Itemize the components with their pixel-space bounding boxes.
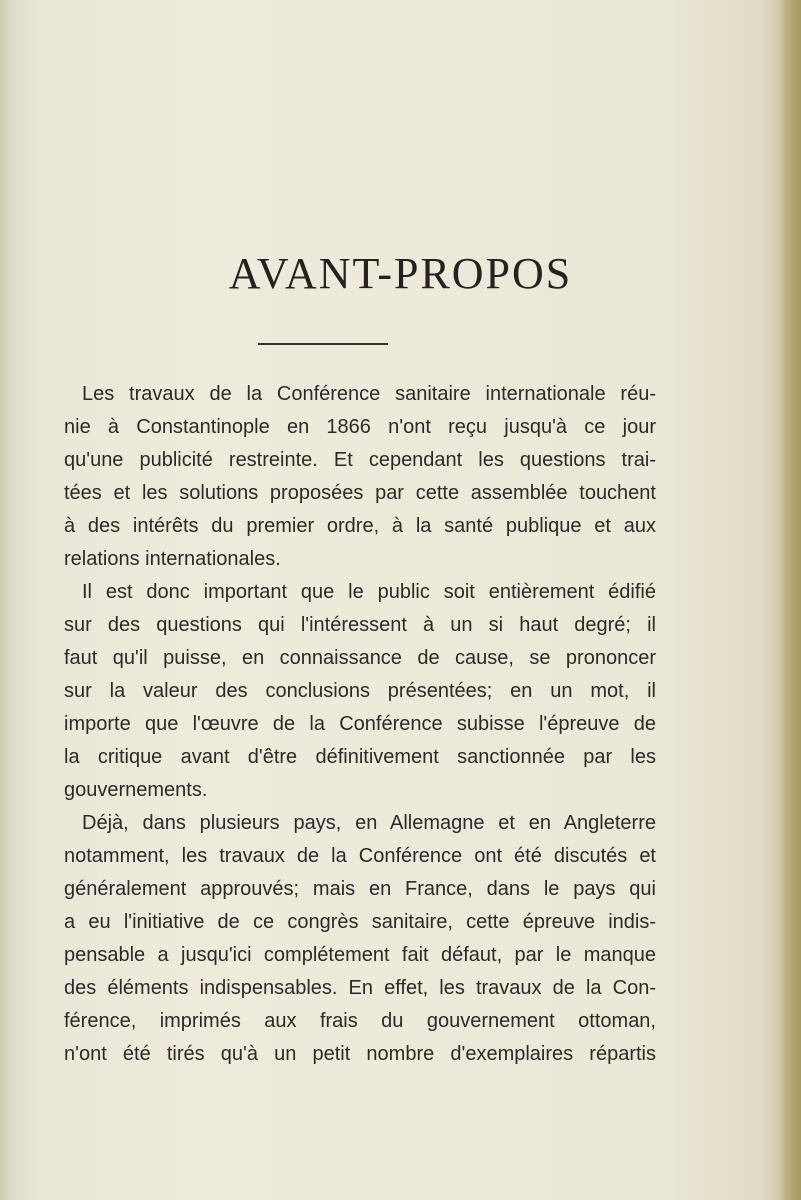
heading-rule [258,343,388,345]
text-line: gouvernements. [64,779,208,801]
text-line: sur des questions qui l'intéressent à un si haut degré; il [64,614,656,636]
text-line: nie à Constantinople en 1866 n'ont reçu jusqu'à ce jour [64,416,656,438]
text-line: relations internationales. [64,548,281,570]
text-line: qu'une publicité restreinte. Et cependant les questions trai- [64,449,656,471]
text-line: sur la valeur des conclusions présentées; en un mot, il [64,680,656,702]
text-line: Il est donc important que le public soit entièrement édifié [82,581,656,603]
paragraph-2 [64,576,656,807]
text-line: férence, imprimés aux frais du gouvernement ottoman, [64,1010,656,1032]
text-line: Les travaux de la Conférence sanitaire internationale réu- [82,383,656,405]
page-left-edge [0,0,14,1200]
text-line: pensable a jusqu'ici complétement fait défaut, par le manque [64,944,656,966]
body-text [64,378,656,1071]
text-line: à des intérêts du premier ordre, à la santé publique et aux [64,515,656,537]
page-right-edge [779,0,801,1200]
text-line: généralement approuvés; mais en France, dans le pays qui [64,878,656,900]
text-line: importe que l'œuvre de la Conférence subisse l'épreuve de [64,713,656,735]
text-line: la critique avant d'être définitivement sanctionnée par les [64,746,656,768]
text-line: notamment, les travaux de la Conférence ont été discutés et [64,845,656,867]
text-line: a eu l'initiative de ce congrès sanitaire, cette épreuve indis- [64,911,656,933]
paragraph-3 [64,807,656,1071]
text-line: tées et les solutions proposées par cette assemblée touchent [64,482,656,504]
text-line: des éléments indispensables. En effet, les travaux de la Con- [64,977,656,999]
text-line: Déjà, dans plusieurs pays, en Allemagne et en Angleterre [82,812,656,834]
paragraph-1 [64,378,656,576]
page-heading: AVANT-PROPOS [228,249,573,298]
text-line: faut qu'il puisse, en connaissance de cause, se prononcer [64,647,656,669]
text-line: n'ont été tirés qu'à un petit nombre d'exemplaires répartis [64,1043,656,1065]
